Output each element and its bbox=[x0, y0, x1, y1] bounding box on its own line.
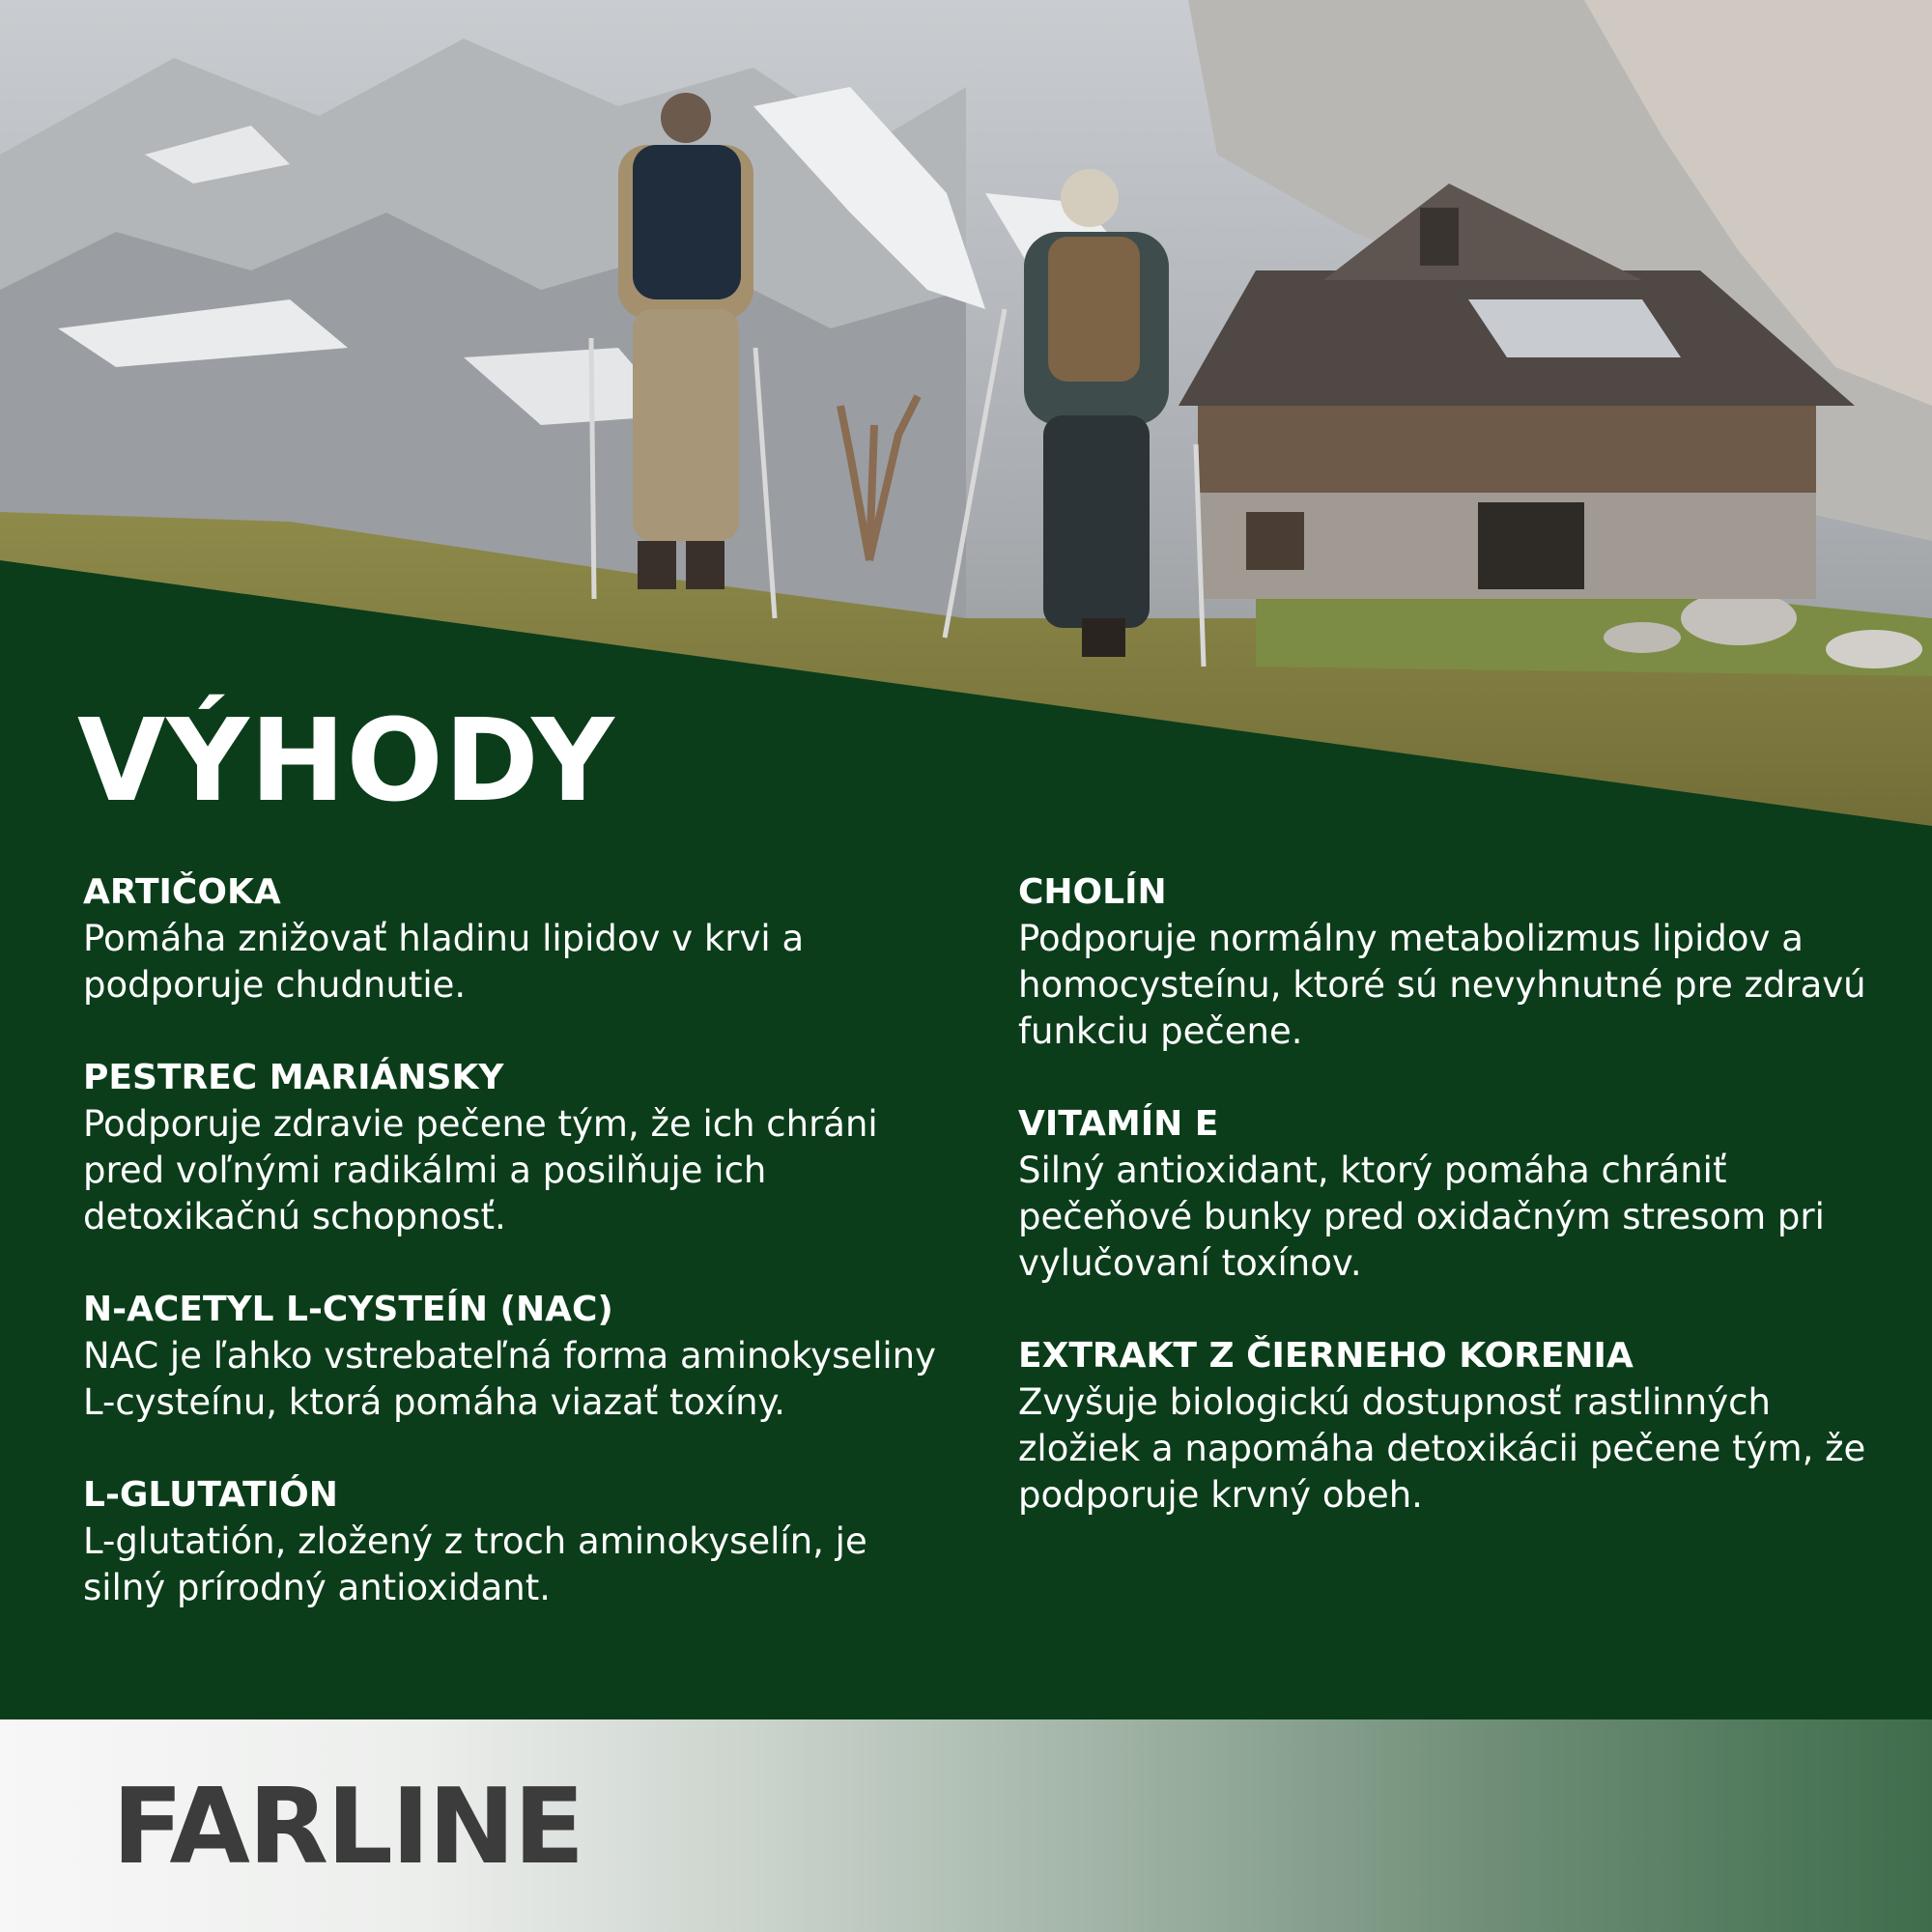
benefit-title: PESTREC MARIÁNSKY bbox=[83, 1058, 504, 1097]
benefit-description: Silný antioxidant, ktorý pomáha chrániť pečeňové bunky pred oxidačným stresom pri vylučovaní toxínov. bbox=[1018, 1150, 1825, 1284]
brand-logo: FARLINE bbox=[112, 1767, 583, 1888]
benefit-description: Podporuje normálny metabolizmus lipidov a homocysteínu, ktoré sú nevyhnutné pre zdravú funkciu pečene. bbox=[1018, 918, 1866, 1052]
benefit-title: L-GLUTATIÓN bbox=[83, 1475, 338, 1515]
brand-footer bbox=[0, 1719, 1932, 1932]
benefit-item bbox=[83, 869, 952, 1009]
benefit-title: VITAMÍN E bbox=[1018, 1104, 1219, 1144]
benefit-title: CHOLÍN bbox=[1018, 872, 1167, 912]
benefit-description: NAC je ľahko vstrebateľná forma aminokyseliny L-cysteínu, ktorá pomáha viazať toxíny. bbox=[83, 1335, 937, 1423]
benefit-item bbox=[83, 1055, 952, 1240]
benefits-column-right bbox=[1018, 869, 1888, 1565]
benefit-item bbox=[1018, 1101, 1888, 1287]
page-title: VÝHODY bbox=[77, 694, 615, 827]
benefit-item bbox=[1018, 1333, 1888, 1519]
benefit-description: L-glutatión, zložený z troch aminokyselín, je silný prírodný antioxidant. bbox=[83, 1520, 867, 1608]
benefit-title: N-ACETYL L-CYSTEÍN (NAC) bbox=[83, 1290, 613, 1329]
benefit-item bbox=[1018, 869, 1888, 1055]
benefit-title: EXTRAKT Z ČIERNEHO KORENIA bbox=[1018, 1336, 1634, 1376]
benefit-description: Zvyšuje biologickú dostupnosť rastlinných zložiek a napomáha detoxikácii pečene tým, že podporuje krvný obeh. bbox=[1018, 1381, 1866, 1516]
benefit-description: Pomáha znižovať hladinu lipidov v krvi a podporuje chudnutie. bbox=[83, 918, 805, 1006]
benefits-column-left bbox=[83, 869, 952, 1658]
benefit-item bbox=[83, 1472, 952, 1611]
benefit-title: ARTIČOKA bbox=[83, 872, 281, 912]
benefit-description: Podporuje zdravie pečene tým, že ich chráni pred voľnými radikálmi a posilňuje ich detoxikačnú schopnosť. bbox=[83, 1103, 878, 1237]
benefit-item bbox=[83, 1287, 952, 1426]
